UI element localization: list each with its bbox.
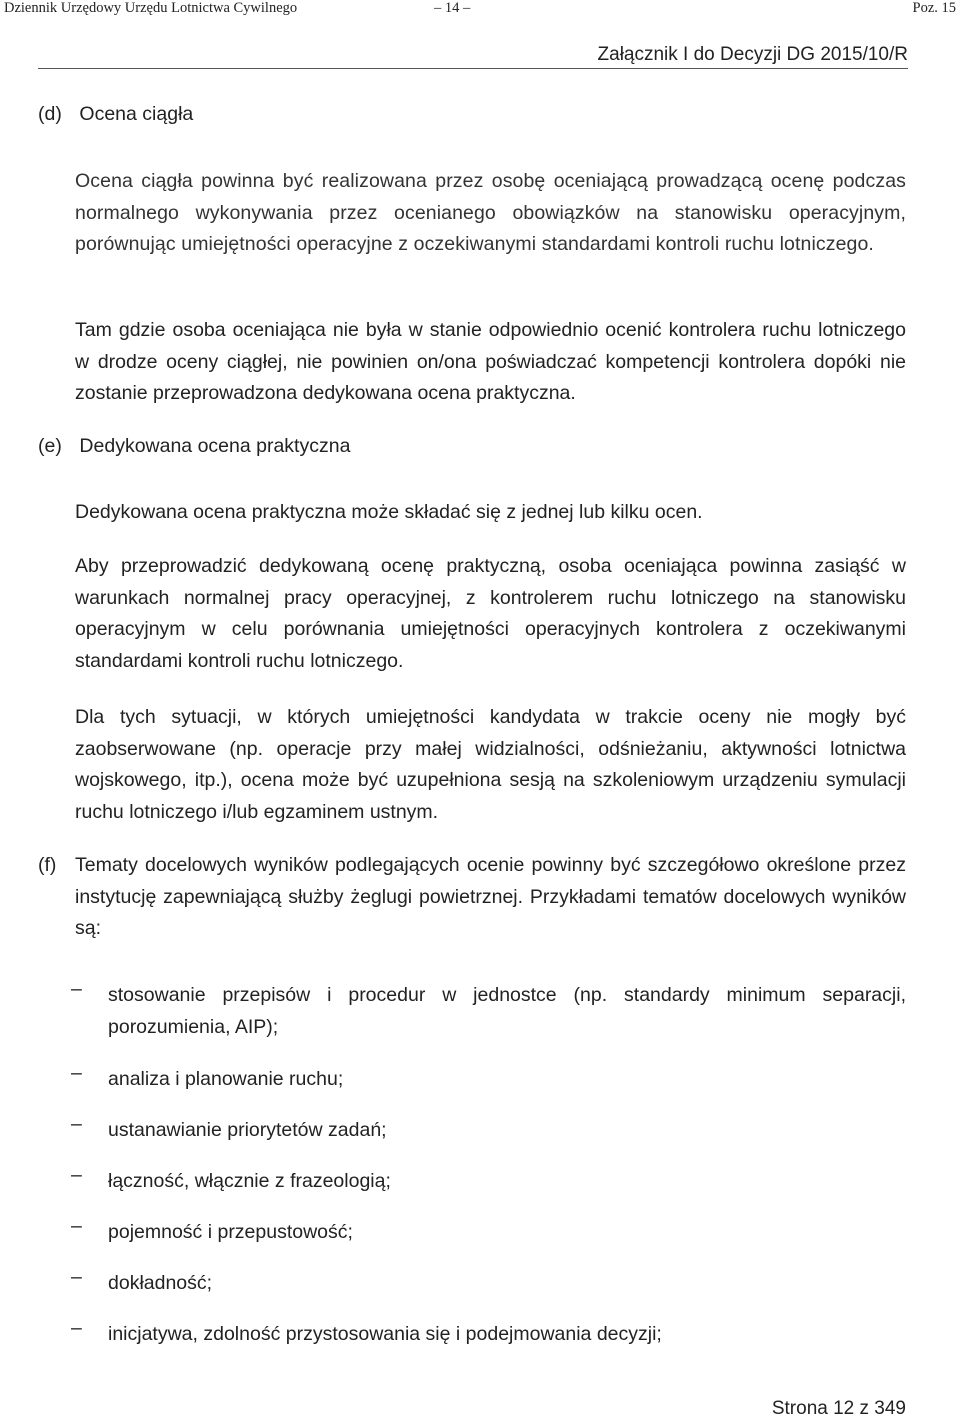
list-item: – dokładność; (75, 1267, 906, 1299)
page-footer: Strona 12 z 349 (771, 1398, 906, 1419)
annex-title: Załącznik I do Decyzji DG 2015/10/R (597, 44, 908, 65)
page-number-center: – 14 – (434, 0, 471, 16)
section-f-block (38, 850, 906, 945)
dash-bullet: – (71, 1266, 82, 1288)
list-item: – ustanawianie priorytetów zadań; (75, 1114, 906, 1146)
journal-title: Dziennik Urzędowy Urzędu Lotnictwa Cywilnego (4, 0, 298, 16)
section-e-title: Dedykowana ocena praktyczna (79, 435, 351, 457)
section-d-marker: (d) (38, 103, 62, 125)
position-number: Poz. 15 (912, 0, 956, 16)
section-e-paragraph-1: Dedykowana ocena praktyczna może składać się z jednej lub kilku ocen. (75, 501, 703, 523)
section-f-marker: (f) (38, 854, 57, 876)
section-e-heading (38, 435, 350, 458)
section-f-text: Tematy docelowych wyników podlegających ocenie powinny być szczegółowo określone przez instytucję zapewniającą służby żeglugi powietrznej. Przykładami tematów docelowych wyników są: (75, 854, 906, 939)
list-item: – łączność, włącznie z frazeologią; (75, 1165, 906, 1197)
dash-bullet: – (71, 978, 82, 1000)
dash-bullet: – (71, 1164, 82, 1186)
journal-header (0, 0, 960, 18)
section-e-paragraph-3: Dla tych sytuacji, w których umiejętności kandydata w trakcie oceny nie mogły być zaobserwowane (np. operacje przy małej widzialności, odśnieżaniu, aktywności lotnictwa wojskowego, itp.), ocena może być uzupełniona sesją na szkoleniowym urządzeniu symulacji ruchu lotniczego i/lub egzaminem ustnym. (75, 706, 906, 823)
section-d-heading (38, 103, 193, 126)
section-e-paragraph-2: Aby przeprowadzić dedykowaną ocenę praktyczną, osoba oceniająca powinna zasiąść w warunkach normalnej pracy operacyjnej, z kontrolerem ruchu lotniczego na stanowisku operacyjnym w celu porównania umiejętności operacyjnych kontrolera z oczekiwanymi standardami kontroli ruchu lotniczego. (75, 555, 906, 672)
dash-bullet: – (71, 1317, 82, 1339)
section-e-marker: (e) (38, 435, 62, 457)
list-item: – pojemność i przepustowość; (75, 1216, 906, 1248)
dash-bullet: – (71, 1113, 82, 1135)
section-d-paragraph-1: Ocena ciągła powinna być realizowana przez osobę oceniającą prowadzącą ocenę podczas normalnego wykonywania przez ocenianego obowiązków na stanowisku operacyjnym, porównując umiejętności operacyjne z oczekiwanymi standardami kontroli ruchu lotniczego. (75, 170, 906, 255)
section-d-paragraph-2: Tam gdzie osoba oceniająca nie była w stanie odpowiednio ocenić kontrolera ruchu lotniczego w drodze oceny ciągłej, nie powinien on/ona poświadczać kompetencji kontrolera dopóki nie zostanie przeprowadzona dedykowana ocena praktyczna. (75, 319, 906, 404)
section-d-title: Ocena ciągła (79, 103, 194, 125)
list-item: – analiza i planowanie ruchu; (75, 1063, 906, 1095)
dash-bullet: – (71, 1215, 82, 1237)
header-divider (38, 68, 908, 69)
list-item: – inicjatywa, zdolność przystosowania się i podejmowania decyzji; (75, 1318, 906, 1350)
dash-bullet: – (71, 1062, 82, 1084)
list-item: – stosowanie przepisów i procedur w jednostce (np. standardy minimum separacji, porozumienia, AIP); (75, 979, 906, 1043)
